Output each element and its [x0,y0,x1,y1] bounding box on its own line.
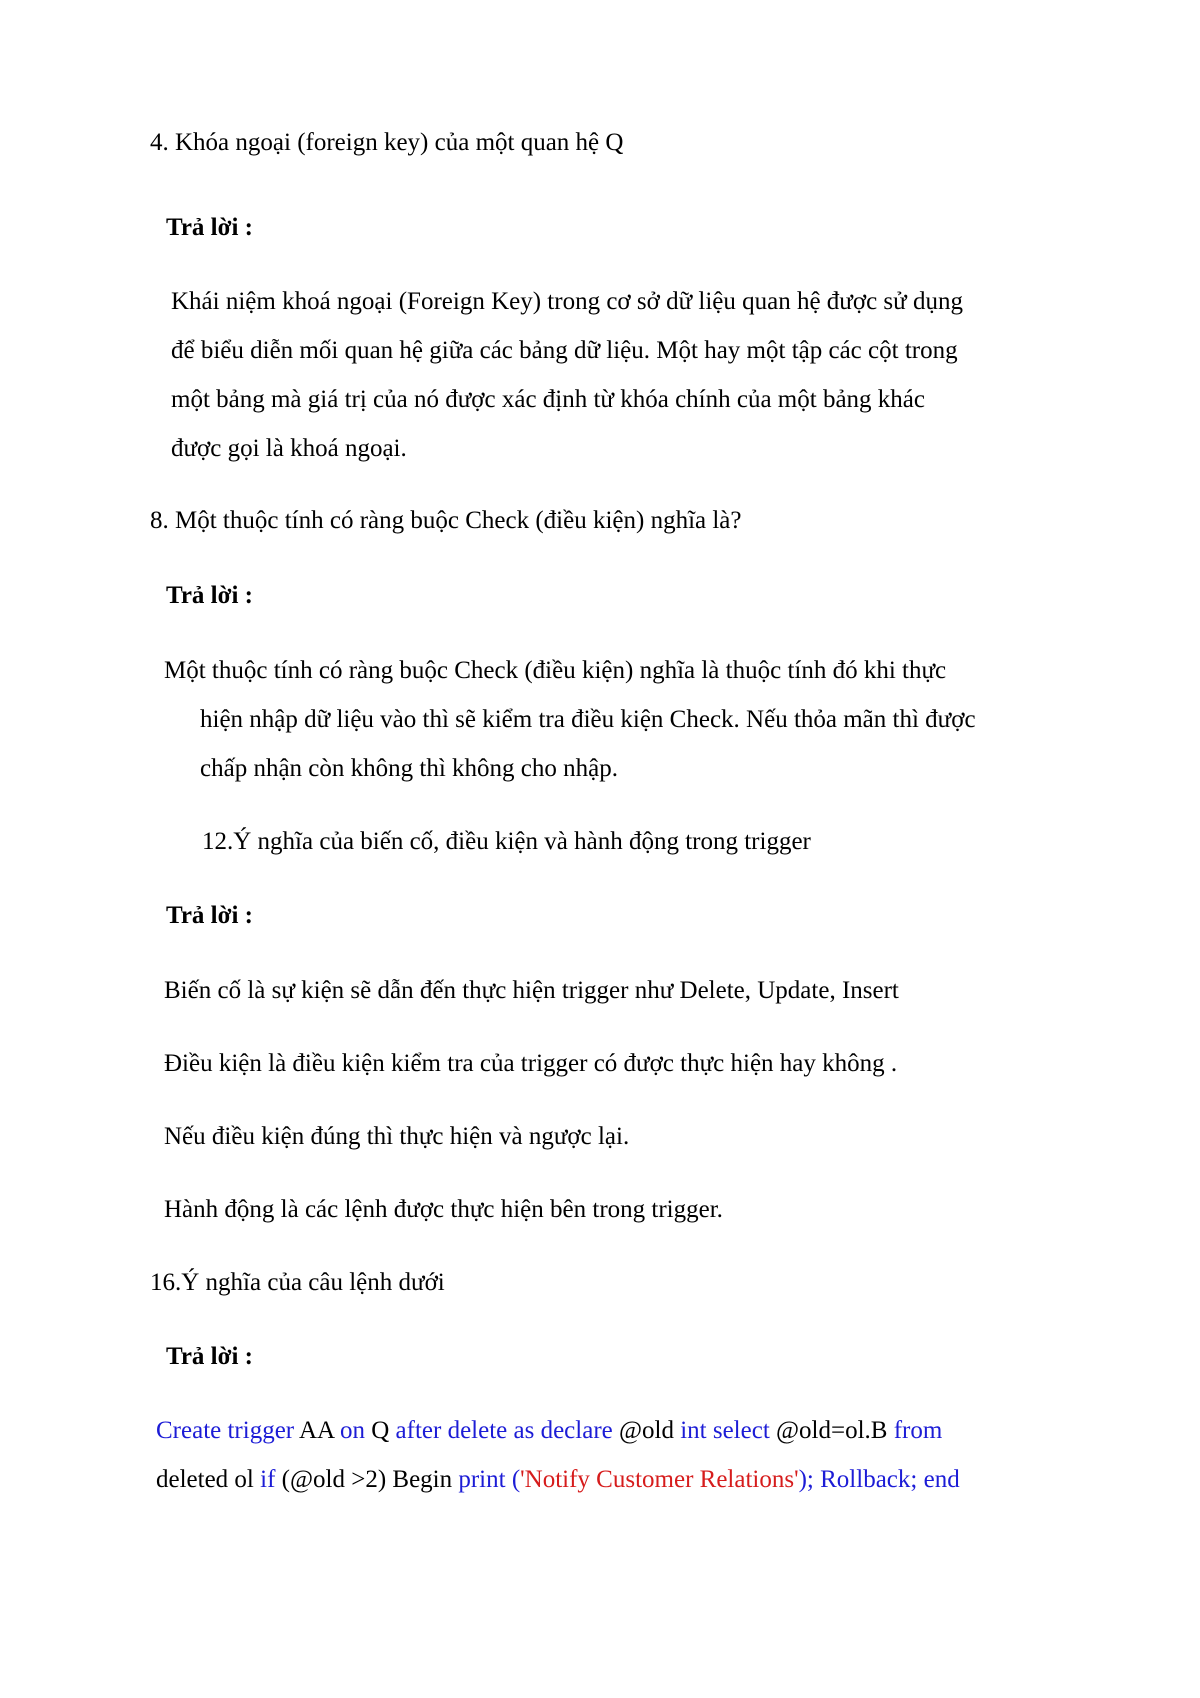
sql-token: print [458,1466,506,1493]
sql-token: deleted ol [156,1466,261,1493]
sql-token: @old=ol.B [769,1417,894,1444]
sql-token: from [893,1417,943,1444]
question-12-heading: 12.Ý nghĩa của biến cố, điều kiện và hành động trong trigger [202,828,811,855]
question-12-answer-label: Trả lời : [166,902,253,929]
sql-token: on [339,1417,365,1444]
question-4-answer-line: được gọi là khoá ngoại. [171,435,407,462]
sql-token: AA [294,1417,340,1444]
sql-token: ); [798,1466,821,1493]
question-4-heading: 4. Khóa ngoại (foreign key) của một quan hệ Q [150,129,624,156]
sql-token: after delete as declare [395,1417,613,1444]
question-12-answer-line: Biến cố là sự kiện sẽ dẫn đến thực hiện trigger như Delete, Update, Insert [164,977,899,1004]
sql-token: ( [505,1466,521,1493]
question-4-answer-label: Trả lời : [166,214,253,241]
sql-token: Create trigger [156,1417,295,1444]
question-8-answer-label: Trả lời : [166,582,253,609]
question-12-answer-line: Nếu điều kiện đúng thì thực hiện và ngược lại. [164,1123,630,1150]
sql-token: Q [364,1417,396,1444]
question-8-answer-line: hiện nhập dữ liệu vào thì sẽ kiểm tra điều kiện Check. Nếu thỏa mãn thì được [200,706,976,733]
sql-token: Rollback [820,1466,911,1493]
question-8-answer-line: Một thuộc tính có ràng buộc Check (điều kiện) nghĩa là thuộc tính đó khi thực [164,657,947,684]
sql-token: if [260,1466,276,1493]
question-4-answer-line: để biểu diễn mối quan hệ giữa các bảng dữ liệu. Một hay một tập các cột trong [171,337,958,364]
sql-token: ; [910,1466,924,1493]
question-4-answer-line: Khái niệm khoá ngoại (Foreign Key) trong cơ sở dữ liệu quan hệ được sử dụng [171,288,963,315]
sql-token: end [923,1466,960,1493]
sql-token: (@old >2) Begin [275,1466,459,1493]
sql-token: @old [612,1417,681,1444]
question-8-heading: 8. Một thuộc tính có ràng buộc Check (điều kiện) nghĩa là? [150,507,742,534]
sql-code-line-1 [156,1415,942,1447]
sql-token: int select [680,1417,770,1444]
question-4-answer-line: một bảng mà giá trị của nó được xác định từ khóa chính của một bảng khác [171,386,925,413]
question-12-answer-line: Điều kiện là điều kiện kiểm tra của trigger có được thực hiện hay không . [164,1050,898,1077]
sql-code-line-2 [156,1464,960,1496]
question-12-answer-line: Hành động là các lệnh được thực hiện bên trong trigger. [164,1196,723,1223]
question-16-answer-label: Trả lời : [166,1343,253,1370]
question-16-heading: 16.Ý nghĩa của câu lệnh dưới [150,1269,445,1296]
question-8-answer-line: chấp nhận còn không thì không cho nhập. [200,755,618,782]
sql-token: 'Notify Customer Relations' [520,1466,799,1493]
